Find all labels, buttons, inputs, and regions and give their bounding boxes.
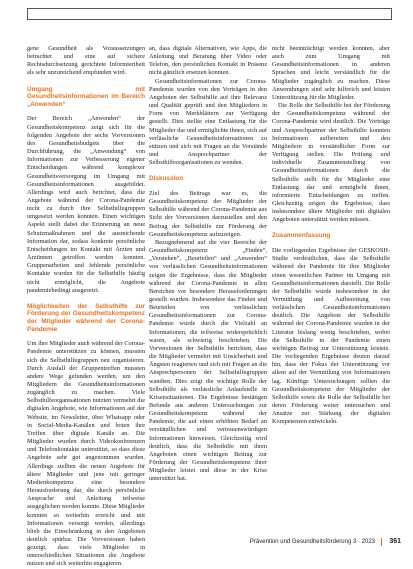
- paragraph: Die vorliegenden Ergebnisse der GESKOSH-Studie verdeutlichen, dass die Selbsthilfe während der Pandemie für ihre Mitglieder einen wesentlichen Partner im Umgang mit Gesundheitsinformationen darstellt. Die Rolle der Selbsthilfe wurde insbesondere in der Vermittlung und Aufbereitung von verlässlichen Gesundheitsinformationen deutlich. Die Angebote der Selbsthilfe während der Corona-Pandemie wurden in der Literatur bislang wenig beschrieben, wobei die Selbsthilfe in der Pandemie einen wichtigen Beitrag zur Unterstützung leistete. Die vorliegenden Ergebnisse deuten darauf hin, dass der Fokus der Unterstützung vor allem auf der Vermittlung von Informationen lag. Künftige Untersuchungen sollten die Gesundheitskompetenz der Mitglieder der Selbsthilfe sowie die Rolle der Selbsthilfe bei deren Förderung weiter untersuchen und Ansätze zur Stärkung der digitalen Kompetenzen entwickeln.: [272, 247, 390, 426]
- page-number: 361: [389, 538, 401, 545]
- paragraph: Um ihre Mitglieder auch während der Corona-Pandemie unterstützen zu können, mussten sich die Selbsthilfegruppen neu organisieren. Durch Ausfall der Gruppentreffen mussten andere Wege gefunden werden, um den Mitgliedern die Gesundheitsinformationen zugänglich zu machen. Viele Selbsthilfeorganisationen nutzten vermehrt die digitalen Angebote, wie Informationen auf der Website, im Newsletter, über Whatsapp oder in Social-Media-Kanälen und boten ihre Treffen über digitale Kanäle an. Die Mitglieder wurden durch Videokonferenzen und Telefonkontakte unterstützt, so dass diese Angebote sehr gut angenommen wurden. Allerdings stellten die neuen Angebote für ältere Mitglieder und jene mit geringer Medienkompetenz eine besondere Herausforderung dar, die durch persönliche Ansprache und Anleitung teilweise ausgeglichen werden konnte. Diese Mitglieder konnten so weiterhin erreicht und mit Informationen versorgt werden, allerdings blieb die Einschränkung in den Angeboten deutlich spürbar. Die Vorversionen haben gezeigt, dass viele Mitglieder in unterschiedlichen Situationen die Angebote nutzen und sich weiterhin engagieren.: [27, 340, 145, 568]
- section-heading: Zusammenfassung: [272, 232, 331, 240]
- paragraph: Die Rolle der Selbsthilfe bei der Förderung der Gesundheitskompetenz während der Corona-Pandemie wird deutlich. Die Vorträge und Ansprechpartner der Selbsthilfe konnten Informationen aufbereiten und den Mitgliedern in verständlicher Form zur Verfügung stellen. Die Prüfung und individuelle Zusammenstellung von Gesundheitsinformationen durch die Selbsthilfe stellt für die Mitglieder eine Entlastung dar und ermöglicht ihnen, informierte Entscheidungen zu treffen. Gleichzeitig zeigen die Ergebnisse, dass insbesondere ältere Mitglieder mit digitalen Angeboten unterstützt werden müssen.: [272, 102, 390, 224]
- paragraph: an, dass digitale Alternativen, wie Apps, die Anleitung und Beratung über Video oder Telefon, den persönlichen Kontakt in Präsenz nicht gänzlich ersetzen konnten.: [149, 45, 267, 77]
- page-footer: [249, 537, 401, 547]
- section-heading: Diskussion: [149, 175, 184, 183]
- paragraph: Ziel des Beitrags war es, die Gesundheitskompetenz der Mitglieder der Selbsthilfe während der Corona-Pandemie aus Sicht der Vorversionen darzustellen und den Beitrag der Selbsthilfe zur Förderung der Gesundheitskompetenz aufzuzeigen.: [149, 189, 267, 238]
- paragraph: Der Bereich „Anwenden“ der Gesundheitskompetenz zeigt sich für die folgenden Angebote der sechs Vorversionen des Gesundheitsbudgets über die Durchführung, die „Anwendung“ von Informationen zur Verbesserung eigener Entscheidungen während komplexer Gesundheitsversorgung im Umgang mit Gesundheitsinformationen ausgebildet. Allerdings wird auch berichtet, dass die Angebote während der Corona-Pandemie nicht zu durch ihre Selbsthilfegruppen umgesetzt werden konnten. Einen wichtigen Aspekt stellt dabei die Erinnerung an neue Schutzmaßnahmen und die ausreichende Information dar, sodass konkrete persönliche Entscheidungen im Kontakt mit Ärzten und Ärztinnen getroffen werden konnten. Gruppenarbeiten und fehlende persönliche Kontakte wurden für die Selbsthilfe häufig nicht ermöglicht, die Angebote pandemiebedingt ausgesetzt.: [27, 115, 145, 294]
- paragraph: nicht beeinträchtigt werden konnten, aber auch zum Umgang mit Gesundheitsinformationen in anderen Sprachen und leicht verständlich für die Mitglieder zugänglich zu machen. Diese Anwendungen sind sehr hilfreich und leisten Unterstützung für die Mitglieder.: [272, 45, 390, 101]
- text-column-1: [27, 45, 145, 568]
- section-heading: Umgang mit Gesundheitsinformationen im Bereich „Anwenden“: [27, 85, 145, 108]
- paragraph: Bezugnehmend auf die vier Bereiche der Gesundheitskompetenz „Finden“, „Verstehen“, „Beurteilen“ und „Anwenden“ von verlässlichen Gesundheitsinformationen zeigen die Ergebnisse, dass die Mitglieder während der Corona-Pandemie in allen Bereichen vor besondere Herausforderungen gestellt wurden. Insbesondere das Finden und Beurteilen von verlässlichen Gesundheitsinformationen zur Corona-Pandemie wurde durch die Vielzahl an Informationen, die teilweise widersprüchlich waren, als schwierig beschrieben. Die Vorversionen der Selbsthilfe berichten, dass die Mitglieder vermehrt mit Unsicherheit und Ängsten reagierten und sich mit Fragen an die Ansprechpersonen der Selbsthilfegruppen wandten. Dies zeigt die wichtige Rolle der Selbsthilfe als verlässliche Anlaufstelle in Krisensituationen. Die Ergebnisse bestätigen Befunde aus anderen Untersuchungen zur Gesundheitskompetenz während der Pandemie, die auf einen erhöhten Bedarf an verständlichen und vertrauenswürdigen Informationen hinweisen. Gleichzeitig wird deutlich, dass die Selbsthilfe mit ihren Angeboten einen wichtigen Beitrag zur Förderung der Gesundheitskompetenz ihrer Mitglieder leistet und diese in der Krise unterstützt hat.: [149, 238, 267, 483]
- paragraph: Gesundheitsinformationen zur Corona-Pandemie wurden von den Vorträgen in den Angeboten der Selbsthilfe auf ihre Relevanz und Qualität geprüft und den Mitgliedern in Form von Merkblättern zur Verfügung gestellt. Dies stellte eine Entlastung für die Mitglieder dar und ermöglichte ihnen, sich auf verlässliche Gesundheitsinformationen zu stützen und sich mit Fragen an die Vorstände und Ansprechpartner der Selbsthilfeorganisationen zu wenden.: [149, 77, 267, 167]
- text-column-2: [149, 45, 267, 530]
- header-rule: [27, 8, 392, 20]
- journal-citation: Prävention und Gesundheitsförderung 3 · 2023: [249, 539, 375, 545]
- paragraph: gene Gesundheit als Voraussetzungen betrachtet und eine auf sichere Rechtsdurchsetzung gerichtete Informiertheit als sehr unzureichend empfunden wird.: [27, 45, 145, 77]
- section-heading: Möglichkeiten der Selbsthilfe zur Förderung der Gesundheitskompetenz der Mitglieder während der Corona-Pandemie: [27, 302, 145, 333]
- text-column-3: [272, 45, 390, 530]
- footer-separator: [381, 538, 382, 546]
